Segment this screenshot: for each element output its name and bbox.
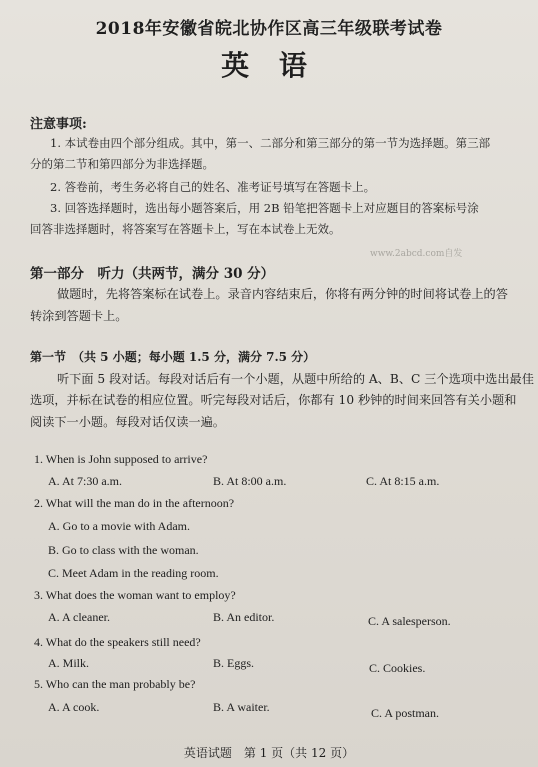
notes-heading: 注意事项:: [30, 117, 87, 132]
question-5: 5. Who can the man probably be?: [34, 677, 196, 691]
question-3: 3. What does the woman want to employ?: [34, 588, 236, 602]
q3-option-c: C. A salesperson.: [368, 614, 451, 628]
q5-option-c: C. A postman.: [371, 706, 440, 720]
q1-option-b: B. At 8:00 a.m.: [213, 474, 287, 488]
question-4: 4. What do the speakers still need?: [34, 635, 201, 649]
q2-option-c: C. Meet Adam in the reading room.: [48, 566, 219, 580]
subject-title: 英 语: [221, 49, 317, 82]
note-2: 2. 答卷前，考生务必将自己的姓名、准考证号填写在答题卡上。: [50, 180, 376, 194]
part1-para-cont: 转涂到答题卡上。: [30, 309, 128, 323]
section1-para-3: 阅读下一小题。每段对话仅读一遍。: [30, 415, 225, 429]
q4-option-b: B. Eggs.: [213, 656, 255, 670]
part1-heading: 第一部分 听力（共两节，满分 30 分）: [30, 266, 275, 282]
q4-option-a: A. Milk.: [48, 656, 90, 670]
q2-option-b: B. Go to class with the woman.: [48, 543, 199, 557]
page-footer: 英语试题 第 1 页（共 12 页）: [183, 746, 355, 760]
question-1: 1. When is John supposed to arrive?: [34, 452, 208, 466]
note-3-cont: 回答非选择题时，将答案写在答题卡上，写在本试卷上无效。: [30, 222, 341, 236]
q5-option-b: B. A waiter.: [213, 700, 270, 714]
note-1-cont: 分的第二节和第四部分为非选择题。: [30, 157, 214, 171]
part1-para: 做题时，先将答案标在试卷上。录音内容结束后，你将有两分钟的时间将试卷上的答: [57, 287, 508, 301]
q1-option-a: A. At 7:30 a.m.: [48, 474, 122, 488]
q2-option-a: A. Go to a movie with Adam.: [48, 519, 190, 533]
q3-option-a: A. A cleaner.: [48, 610, 110, 624]
q5-option-a: A. A cook.: [48, 700, 100, 714]
section1-heading: 第一节 （共 5 小题；每小题 1.5 分，满分 7.5 分）: [30, 350, 316, 364]
question-2: 2. What will the man do in the afternoon?: [34, 496, 235, 510]
q3-option-b: B. An editor.: [213, 610, 275, 624]
section1-para-2: 选项，并标在试卷的相应位置。听完每段对话后，你都有 10 秒钟的时间来回答有关小题和: [30, 393, 517, 407]
note-3: 3. 回答选择题时，选出每小题答案后，用 2B 铅笔把答题卡上对应题目的答案标号涂: [50, 201, 479, 215]
exam-title: 2018年安徽省皖北协作区高三年级联考试卷: [95, 19, 443, 39]
q1-option-c: C. At 8:15 a.m.: [366, 474, 440, 488]
watermark-text: www.2abcd.com自发: [370, 249, 463, 259]
note-1: 1. 本试卷由四个部分组成。其中，第一、二部分和第三部分的第一节为选择题。第三部: [50, 136, 491, 150]
q4-option-c: C. Cookies.: [369, 661, 426, 675]
section1-para-1: 听下面 5 段对话。每段对话后有一个小题，从题中所给的 A、B、C 三个选项中选出最佳: [57, 372, 534, 386]
